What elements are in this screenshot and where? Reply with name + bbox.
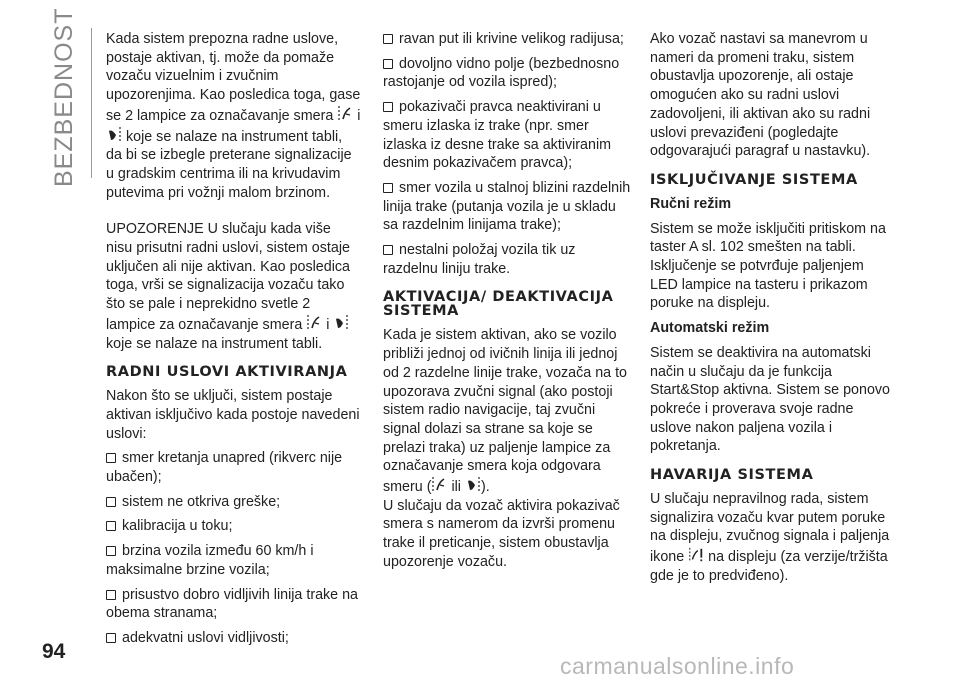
paragraph-manoeuvre: Ako vozač nastavi sa manevrom u nameri da promeni traku, sistem obustavlja upozorenje, ali ostaje omogućen ako su radni uslovi zadovoljeni, ili aktivan ako su radni uslovi prevaziđeni (pogledajte odgovarajući paragraf u nastavku). <box>650 31 871 160</box>
heading-operating-conditions: RADNI USLOVI AKTIVIRANJA <box>106 364 348 381</box>
paragraph-system-failure: U slučaju nepravilnog rada, sistem signalizira vozaču kvar putem poruke na displeju, zvučnog signala i paljenja ikone na displeju (za verzije/tržišta gde je to predviđeno). <box>650 491 890 584</box>
bullet-icon <box>106 521 116 531</box>
list-item: prisustvo dobro vidljivih linija trake na obema stranama; <box>106 586 359 622</box>
subheading-manual-mode: Ručni režim <box>650 195 732 212</box>
lane-failure-warning-icon <box>688 546 704 564</box>
bullet-icon <box>383 245 393 255</box>
paragraph-turn-signal: U slučaju da vozač aktivira pokazivač smera s namerom da izvrši promenu trake il preticanje, sistem obustavlja upozorenje vozaču. <box>383 497 620 570</box>
subheading-automatic-mode: Automatski režim <box>650 320 770 337</box>
list-item: brzina vozila između 60 km/h i maksimalne brzine vozila; <box>106 543 314 578</box>
bullet-icon <box>383 102 393 112</box>
lane-warning-right-icon <box>465 476 481 494</box>
list-item: adekvatni uslovi vidljivosti; <box>106 629 361 648</box>
bullet-icon <box>106 546 116 556</box>
lane-warning-left-icon <box>306 314 322 332</box>
lane-warning-right-icon <box>333 314 349 332</box>
list-item: pokazivači pravca neaktivirani u smeru izlaska iz trake (npr. smer izlaska iz desne trake sa aktiviranim desnim pokazivačem pravca); <box>383 99 612 172</box>
section-divider <box>91 28 92 178</box>
bullet-icon <box>106 633 116 643</box>
bullet-icon <box>383 59 393 69</box>
list-item: dovoljno vidno polje (bezbednosno rastojanje od vozila ispred); <box>383 55 620 91</box>
list-item: ravan put ili krivine velikog radijusa; <box>383 30 633 49</box>
list-item: sistem ne otkriva greške; <box>106 493 361 512</box>
heading-deactivation: ISKLJUČIVANJE SISTEMA <box>650 171 858 188</box>
page-number: 94 <box>42 640 66 663</box>
watermark: carmanualsonline.info <box>560 653 795 679</box>
list-item: kalibracija u toku; <box>106 517 361 536</box>
section-title: BEZBEDNOST <box>50 7 78 187</box>
heading-activation-deactivation: AKTIVACIJA/ DEAKTIVACIJA SISTEMA <box>383 289 614 320</box>
column-3 <box>650 30 895 592</box>
list-item: nestalni položaj vozila tik uz razdelnu liniju trake. <box>383 242 576 277</box>
bullet-icon <box>383 34 393 44</box>
lane-warning-right-icon <box>106 126 122 144</box>
paragraph-activation: Kada sistem prepozna radne uslove, postaje aktivan, tj. može da pomaže vozaču vizuelnim i zvučnim upozorenjima. Kao posledica toga, gase se 2 lampice za označavanje smera i koje se nalaze na instrument tabli, da bi se izbegle preterane signalizacije u gradskim centrima ili na krivudavim putevima pri vožnji malom brzinom. <box>106 31 361 201</box>
paragraph-activation-alert: Kada je sistem aktivan, ako se vozilo približi jednoj od ivičnih linija ili jednoj od 2 razdelne linije trake, vozača na to upozorava zvučni signal (ako postoji sistem radio navigacije, taj zvučni signal dolazi sa strane sa koje se prelazi traka) uz paljenje lampice za označavanje smera koja odgovara smeru ( ili ). <box>383 327 627 496</box>
list-item: smer kretanja unapred (rikverc nije ubačen); <box>106 450 343 486</box>
paragraph-manual-mode: Sistem se može isključiti pritiskom na taster A sl. 102 smešten na tabli. Isključenje se potvrđuje paljenjem LED lampice na tasteru i prikazom poruke na displeju. <box>650 220 886 312</box>
column-2 <box>383 30 633 578</box>
heading-system-failure: HAVARIJA SISTEMA <box>650 467 814 484</box>
bullet-icon <box>106 590 116 600</box>
paragraph-automatic-mode: Sistem se deaktivira na automatski način u slučaju da je funkcija Start&Stop aktivna. Sistem se ponovo pokreće i proverava svoje radne uslove nakon paljena vozila i pokretanja. <box>650 344 890 455</box>
bullet-icon <box>106 497 116 507</box>
lane-warning-left-icon <box>337 105 353 123</box>
bullet-icon <box>383 183 393 193</box>
lane-warning-left-icon <box>431 476 447 494</box>
bullet-icon <box>106 453 116 463</box>
column-1 <box>106 30 361 654</box>
paragraph-warning: UPOZORENJE U slučaju kada više nisu prisutni radni uslovi, sistem ostaje uključen ali nije aktivan. Kao posledica toga, vrši se signalizacija vozaču tako što se pale i neprekidno svetle 2 lampice za označavanje smera i koje se nalaze na instrument tabli. <box>106 221 350 352</box>
paragraph-conditions-intro: Nakon što se uključi, sistem postaje aktivan isključivo kada postoje navedeni uslovi: <box>106 388 360 442</box>
list-item: smer vozila u stalnoj blizini razdelnih linija trake (putanja vozila je u skladu sa razdelnim linijama trake); <box>383 179 631 234</box>
